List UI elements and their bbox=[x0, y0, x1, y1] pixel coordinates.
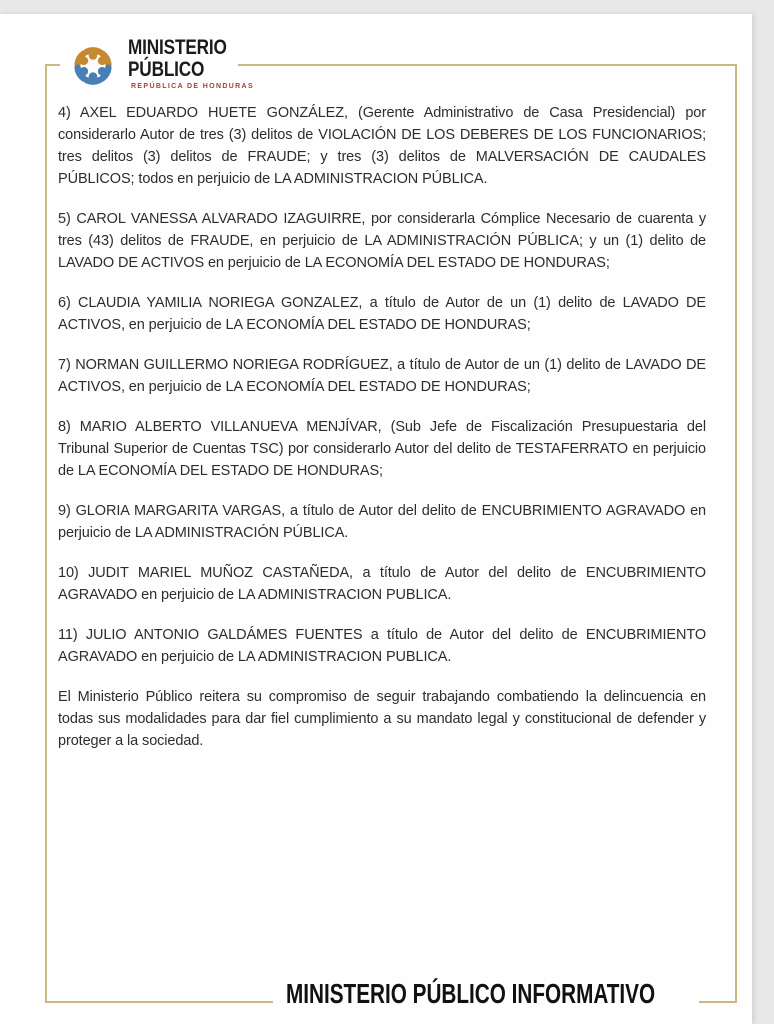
document-page bbox=[0, 14, 752, 1024]
org-title-line1: MINISTERIO bbox=[128, 35, 227, 59]
org-subtitle: REPÚBLICA DE HONDURAS bbox=[131, 83, 254, 90]
paragraph-5: 5) CAROL VANESSA ALVARADO IZAGUIRRE, por considerarla Cómplice Necesario de cuarenta y tres (43) delitos de FRAUDE, en perjuicio de LA ADMINISTRACIÓN PÚBLICA; y un (1) delito de LAVADO DE ACTIVOS en perjuicio de LA ECONOMÍA DEL ESTADO DE HONDURAS; bbox=[58, 211, 706, 271]
document-body bbox=[58, 102, 706, 770]
ministerio-publico-emblem-icon bbox=[59, 31, 127, 99]
frame-bottom-right-stub bbox=[699, 1001, 737, 1003]
paragraph-11: 11) JULIO ANTONIO GALDÁMES FUENTES a título de Autor del delito de ENCUBRIMIENTO AGRAVADO en perjuicio de LA ADMINISTRACION PUBLICA. bbox=[58, 627, 706, 665]
org-title-line2: PÚBLICO bbox=[128, 57, 205, 81]
paragraph-10: 10) JUDIT MARIEL MUÑOZ CASTAÑEDA, a título de Autor del delito de ENCUBRIMIENTO AGRAVADO en perjuicio de LA ADMINISTRACION PUBLICA. bbox=[58, 565, 706, 603]
paragraph-9: 9) GLORIA MARGARITA VARGAS, a título de Autor del delito de ENCUBRIMIENTO AGRAVADO en perjuicio de LA ADMINISTRACIÓN PÚBLICA. bbox=[58, 503, 706, 541]
frame-top-left-stub bbox=[45, 64, 60, 66]
paragraph-6: 6) CLAUDIA YAMILIA NORIEGA GONZALEZ, a título de Autor de un (1) delito de LAVADO DE ACTIVOS, en perjuicio de LA ECONOMÍA DEL ESTADO DE HONDURAS; bbox=[58, 295, 706, 333]
paragraph-8: 8) MARIO ALBERTO VILLANUEVA MENJÍVAR, (Sub Jefe de Fiscalización Presupuestaria del Tribunal Superior de Cuentas TSC) por considerarlo Autor del delito de TESTAFERRATO en perjuicio de LA ECONOMÍA DEL ESTADO DE HONDURAS; bbox=[58, 419, 706, 479]
org-title bbox=[128, 36, 227, 80]
frame-top-line bbox=[238, 64, 737, 66]
frame-right-line bbox=[735, 64, 737, 1003]
frame-bottom-left-line bbox=[45, 1001, 273, 1003]
paragraph-4: 4) AXEL EDUARDO HUETE GONZÁLEZ, (Gerente Administrativo de Casa Presidencial) por considerarlo Autor de tres (3) delitos de VIOLACIÓN DE LOS DEBERES DE LOS FUNCIONARIOS; tres delitos (3) delitos de FRAUDE; y tres (3) delitos de MALVERSACIÓN DE CAUDALES PÚBLICOS; todos en perjuicio de LA ADMINISTRACION PÚBLICA. bbox=[58, 105, 706, 187]
frame-left-line bbox=[45, 64, 47, 1003]
paragraph-7: 7) NORMAN GUILLERMO NORIEGA RODRÍGUEZ, a título de Autor de un (1) delito de LAVADO DE ACTIVOS, en perjuicio de LA ECONOMÍA DEL ESTADO DE HONDURAS; bbox=[58, 357, 706, 395]
closing-paragraph: El Ministerio Público reitera su compromiso de seguir trabajando combatiendo la delincuencia en todas sus modalidades para dar fiel cumplimiento a su mandato legal y constitucional de defender y proteger a la sociedad. bbox=[58, 689, 706, 749]
footer-banner-title: MINISTERIO PÚBLICO INFORMATIVO bbox=[286, 978, 656, 1009]
